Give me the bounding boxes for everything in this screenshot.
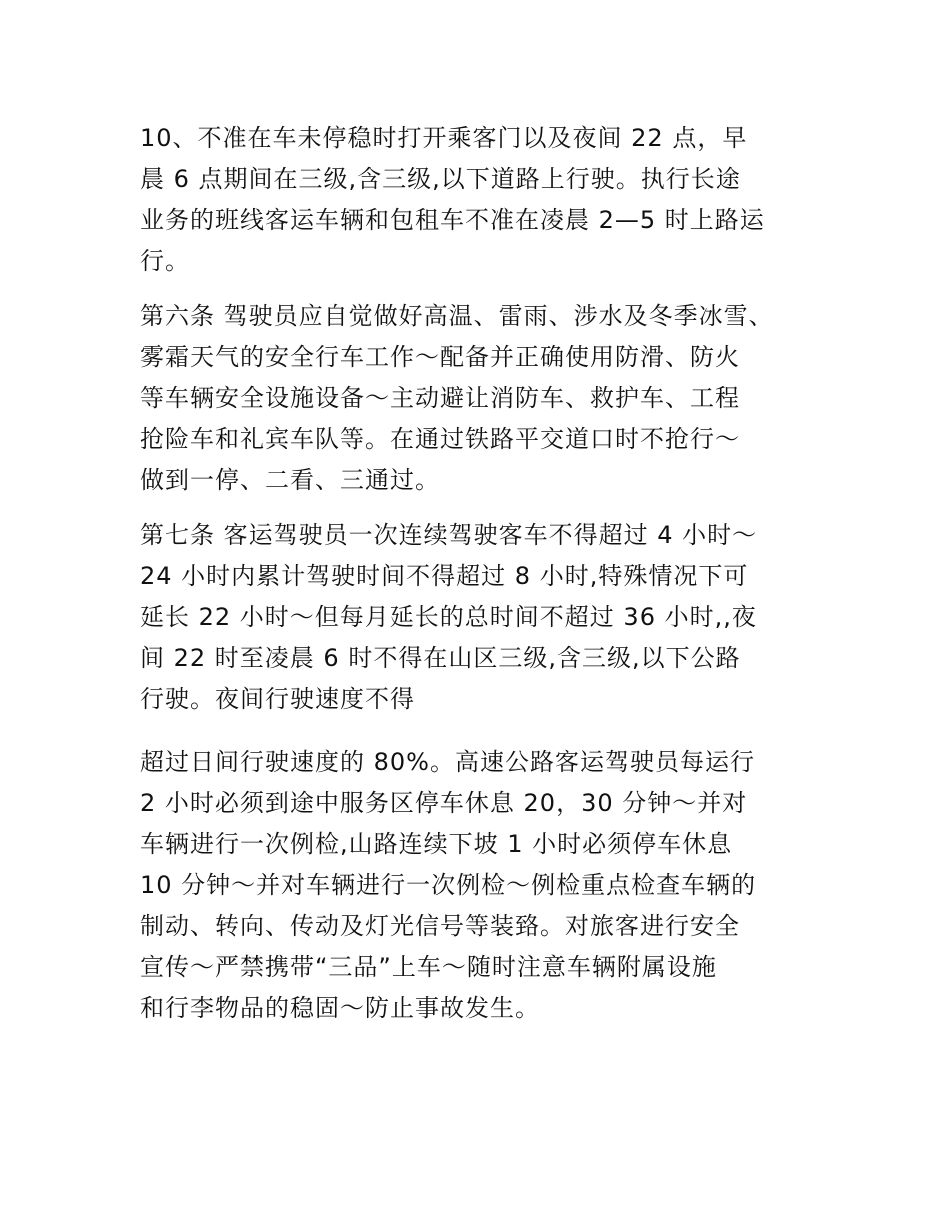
text-line: 做到一停、二看、三通过。: [140, 466, 440, 494]
text-line: 延长 22 小时～但每月延长的总时间不超过 36 小时,,夜: [140, 603, 757, 631]
text-line: 第六条 驾驶员应自觉做好高温、雷雨、涉水及冬季冰雪、: [140, 302, 774, 330]
text-line: 间 22 时至凌晨 6 时不得在山区三级,含三级,以下公路: [140, 644, 741, 672]
document-body: [140, 118, 820, 1029]
text-line: 晨 6 点期间在三级,含三级,以下道路上行驶。执行长途: [140, 165, 741, 193]
text-line: 10 分钟～并对车辆进行一次例检～例检重点检查车辆的: [140, 871, 757, 899]
text-line: 抢险车和礼宾车队等。在通过铁路平交道口时不抢行～: [140, 425, 740, 453]
paragraph-continuation: [140, 742, 820, 1029]
paragraph-article-6: [140, 296, 820, 501]
text-line: 超过日间行驶速度的 80%。高速公路客运驾驶员每运行: [140, 748, 755, 776]
text-line: 业务的班线客运车辆和包租车不准在凌晨 2—5 时上路运: [140, 206, 765, 234]
text-line: 等车辆安全设施设备～主动避让消防车、救护车、工程: [140, 384, 740, 412]
paragraph-article-10: [140, 118, 820, 282]
text-line: 宣传～严禁携带“三品”上车～随时注意车辆附属设施: [140, 953, 717, 981]
text-line: 行驶。夜间行驶速度不得: [140, 685, 415, 713]
paragraph-article-7: [140, 515, 820, 720]
text-line: 2 小时必须到途中服务区停车休息 20，30 分钟～并对: [140, 789, 748, 817]
text-line: 第七条 客运驾驶员一次连续驾驶客车不得超过 4 小时～: [140, 521, 758, 549]
text-line: 24 小时内累计驾驶时间不得超过 8 小时,特殊情况下可: [140, 562, 749, 590]
text-line: 和行李物品的稳固～防止事故发生。: [140, 994, 540, 1022]
text-line: 行。: [140, 247, 190, 275]
text-line: 雾霜天气的安全行车工作～配备并正确使用防滑、防火: [140, 343, 740, 371]
text-line: 制动、转向、传动及灯光信号等装臵。对旅客进行安全: [140, 912, 740, 940]
text-line: 车辆进行一次例检,山路连续下坡 1 小时必须停车休息: [140, 830, 733, 858]
text-line: 10、不准在车未停稳时打开乘客门以及夜间 22 点，早: [140, 124, 748, 152]
